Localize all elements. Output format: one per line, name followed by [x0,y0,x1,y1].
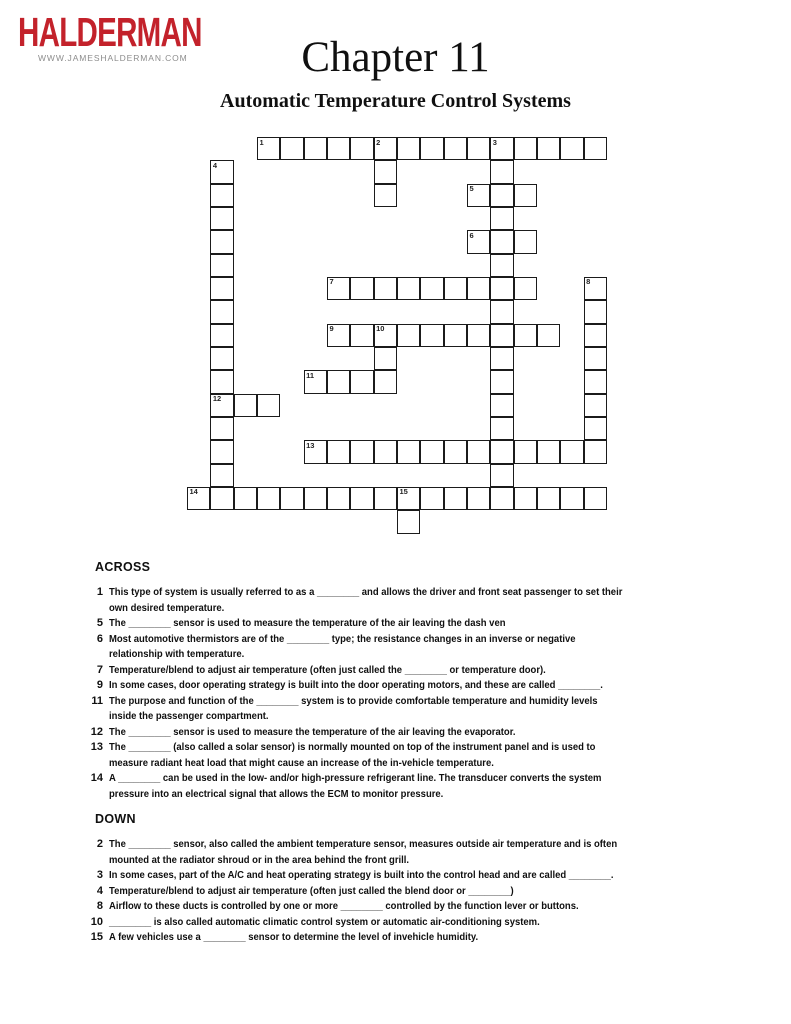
crossword-cell[interactable] [374,347,397,370]
clue-text: A few vehicles use a ________ sensor to determine the level of invehicle humidity. [109,932,479,943]
crossword-cell[interactable] [444,137,467,160]
clue-number: 11 [91,694,103,707]
crossword-cell[interactable] [444,487,467,510]
crossword-cell[interactable] [584,370,607,393]
clue-text: The ________ (also called a solar sensor) is normally mounted on top of the instrument panel and is used to measure radiant heat load that might cause an increase of the in-vehicle temperature. [109,742,596,769]
clue-item [85,725,661,741]
cell-number: 9 [329,324,334,334]
crossword-cell[interactable] [304,487,327,510]
clue-item [85,740,661,771]
across-clue-list [85,585,661,802]
crossword-cell[interactable] [514,277,537,300]
crossword-cell[interactable] [490,370,513,393]
crossword-cell[interactable] [490,324,513,347]
page-subtitle: Automatic Temperature Control Systems [220,90,571,112]
crossword-cell[interactable] [514,230,537,253]
cell-number: 4 [212,160,217,170]
crossword-cell[interactable] [234,487,257,510]
clue-number: 10 [90,915,103,928]
clue-item [85,868,655,884]
cell-number: 1 [259,137,264,147]
crossword-cell[interactable] [374,370,397,393]
clue-text: The ________ sensor, also called the ambient temperature sensor, measures outside air temperature and is often mounted at the radiator shroud or in the area behind the front grill. [109,839,618,866]
crossword-cell[interactable] [584,324,607,347]
clue-number: 15 [90,931,103,943]
crossword-cell[interactable] [280,487,303,510]
crossword-cell[interactable] [514,440,537,463]
clue-number: 13 [90,741,103,753]
down-section [85,812,655,946]
crossword-cell[interactable] [304,137,327,160]
crossword-cell[interactable] [560,487,583,510]
cell-number: 7 [329,277,334,287]
crossword-cell[interactable] [210,347,233,370]
crossword-cell[interactable] [257,137,280,160]
clue-item [85,663,661,679]
crossword-cell[interactable] [584,440,607,463]
crossword-cell[interactable] [584,137,607,160]
clue-text: ________ is also called automatic climatic control system or automatic air-conditioning system. [109,916,540,928]
crossword-cell[interactable] [420,137,443,160]
clue-text: The purpose and function of the ________ system is to provide comfortable temperature and humidity levels inside the passenger compartment. [109,695,598,722]
cell-number: 11 [306,370,315,380]
clue-item [85,884,655,900]
crossword-cell[interactable] [374,277,397,300]
crossword-cell[interactable] [514,137,537,160]
crossword-cell[interactable] [490,417,513,440]
crossword-cell[interactable] [490,347,513,370]
crossword-cell[interactable] [514,184,537,207]
clue-number: 8 [96,900,103,912]
clue-number: 12 [90,725,103,738]
clue-text: Temperature/blend to adjust air temperature (often just called the ________ or temperature door). [109,664,546,676]
crossword-cell[interactable] [327,440,350,463]
crossword-cell[interactable] [467,184,490,207]
clue-number: 14 [90,772,103,784]
crossword-cell[interactable] [327,324,350,347]
crossword-cell[interactable] [584,300,607,323]
crossword-cell[interactable] [210,324,233,347]
cell-number: 6 [469,230,474,240]
cell-number: 10 [376,324,385,334]
crossword-cell[interactable] [350,370,373,393]
clue-text: Airflow to these ducts is controlled by one or more ________ controlled by the function lever or buttons. [109,901,579,912]
crossword-cell[interactable] [537,440,560,463]
crossword-cell[interactable] [210,370,233,393]
clue-number: 6 [96,632,103,645]
clue-number: 4 [96,884,103,897]
crossword-cell[interactable] [210,160,233,183]
clue-text: In some cases, part of the A/C and heat operating strategy is built into the control head and are called ________. [109,870,614,881]
cell-number: 15 [399,487,408,497]
crossword-cell[interactable] [584,347,607,370]
cell-number: 2 [376,137,381,147]
crossword-cell[interactable] [210,417,233,440]
crossword-cell[interactable] [514,487,537,510]
crossword-cell[interactable] [467,277,490,300]
crossword-cell[interactable] [584,417,607,440]
crossword-cell[interactable] [514,324,537,347]
clue-item [85,632,661,663]
across-heading: ACROSS [95,560,151,574]
crossword-cell[interactable] [490,160,513,183]
crossword-cell[interactable] [210,464,233,487]
crossword-cell[interactable] [467,137,490,160]
crossword-cell[interactable] [210,300,233,323]
crossword-cell[interactable] [210,277,233,300]
crossword-cell[interactable] [420,440,443,463]
crossword-cell[interactable] [490,394,513,417]
crossword-cell[interactable] [397,440,420,463]
crossword-cell[interactable] [350,277,373,300]
clue-item [85,771,661,802]
crossword-cell[interactable] [560,440,583,463]
crossword-cell[interactable] [374,440,397,463]
clue-item [85,694,661,725]
crossword-cell[interactable] [397,324,420,347]
crossword-cell[interactable] [374,487,397,510]
clue-number: 7 [96,663,103,676]
crossword-cell[interactable] [257,394,280,417]
crossword-cell[interactable] [397,277,420,300]
across-section [85,560,661,802]
crossword-cell[interactable] [537,487,560,510]
clue-text: This type of system is usually referred to as a ________ and allows the driver and front seat passenger to set their own desired temperature. [109,587,623,614]
crossword-cell[interactable] [210,487,233,510]
crossword-cell[interactable] [490,137,513,160]
cell-number: 14 [189,487,198,497]
crossword-cell[interactable] [584,277,607,300]
crossword-cell[interactable] [257,487,280,510]
crossword-cell[interactable] [420,324,443,347]
crossword-cell[interactable] [397,487,420,510]
clue-item [85,915,655,931]
clue-number: 1 [96,586,103,598]
crossword-cell[interactable] [537,324,560,347]
crossword-cell[interactable] [187,487,210,510]
crossword-cell[interactable] [327,487,350,510]
crossword-cell[interactable] [490,464,513,487]
crossword-cell[interactable] [210,184,233,207]
crossword-cell[interactable] [537,137,560,160]
crossword-cell[interactable] [490,300,513,323]
crossword-cell[interactable] [350,487,373,510]
crossword-cell[interactable] [467,440,490,463]
clue-text: Temperature/blend to adjust air temperature (often just called the blend door or ________) [109,885,514,897]
crossword-cell[interactable] [374,184,397,207]
crossword-cell[interactable] [467,230,490,253]
clue-item [85,616,661,632]
cell-number: 12 [212,394,222,404]
brand-url: WWW.JAMESHALDERMAN.COM [38,53,188,63]
crossword-cell[interactable] [444,277,467,300]
clue-number: 9 [96,679,103,691]
crossword-cell[interactable] [397,137,420,160]
crossword-cell[interactable] [350,324,373,347]
crossword-cell[interactable] [350,440,373,463]
crossword-cell[interactable] [560,137,583,160]
crossword-cell[interactable] [210,440,233,463]
crossword-cell[interactable] [584,394,607,417]
crossword-cell[interactable] [210,254,233,277]
crossword-cell[interactable] [210,207,233,230]
crossword-cell[interactable] [350,137,373,160]
clue-text: The ________ sensor is used to measure the temperature of the air leaving the dash ven [109,618,506,629]
crossword-cell[interactable] [327,137,350,160]
clue-item [85,678,661,694]
brand-wordmark: HALDERMAN [18,9,202,55]
crossword-cell[interactable] [397,510,420,533]
cell-number: 8 [586,277,591,287]
cell-number: 5 [469,184,474,194]
down-clue-list [85,837,655,946]
clue-number: 3 [96,869,103,881]
clue-text: In some cases, door operating strategy is built into the door operating motors, and these are called ________. [109,680,603,691]
clue-number: 2 [96,838,103,850]
cell-number: 13 [306,440,315,450]
clue-item [85,930,655,946]
cell-number: 3 [492,137,497,147]
crossword-cell[interactable] [490,230,513,253]
crossword-cell[interactable] [234,394,257,417]
crossword-cell[interactable] [210,230,233,253]
crossword-cell[interactable] [584,487,607,510]
clue-text: The ________ sensor is used to measure the temperature of the air leaving the evaporator. [109,726,516,738]
crossword-cell[interactable] [420,487,443,510]
crossword-cell[interactable] [490,207,513,230]
crossword-cell[interactable] [420,277,443,300]
crossword-cell[interactable] [444,440,467,463]
crossword-cell[interactable] [327,370,350,393]
page-title: Chapter 11 [301,34,490,81]
crossword-cell[interactable] [490,254,513,277]
crossword-cell[interactable] [490,184,513,207]
crossword-cell[interactable] [280,137,303,160]
crossword-cell[interactable] [374,160,397,183]
down-heading: DOWN [95,812,136,826]
clue-item [85,837,655,868]
crossword-cell[interactable] [490,440,513,463]
crossword-cell[interactable] [327,277,350,300]
crossword-cell[interactable] [304,370,327,393]
clue-text: A ________ can be used in the low- and/or high-pressure refrigerant line. The transducer converts the system pressure into an electrical signal that allows the ECM to monitor pressure. [109,773,602,800]
crossword-cell[interactable] [490,487,513,510]
clue-text: Most automotive thermistors are of the ________ type; the resistance changes in an inverse or negative relationship with temperature. [109,633,576,660]
clue-number: 5 [96,617,103,629]
clue-item [85,585,661,616]
crossword-cell[interactable] [490,277,513,300]
crossword-cell[interactable] [304,440,327,463]
crossword-cell[interactable] [444,324,467,347]
crossword-cell[interactable] [210,394,233,417]
crossword-cell[interactable] [467,487,490,510]
crossword-cell[interactable] [374,324,397,347]
crossword-cell[interactable] [374,137,397,160]
clue-item [85,899,655,915]
crossword-cell[interactable] [467,324,490,347]
